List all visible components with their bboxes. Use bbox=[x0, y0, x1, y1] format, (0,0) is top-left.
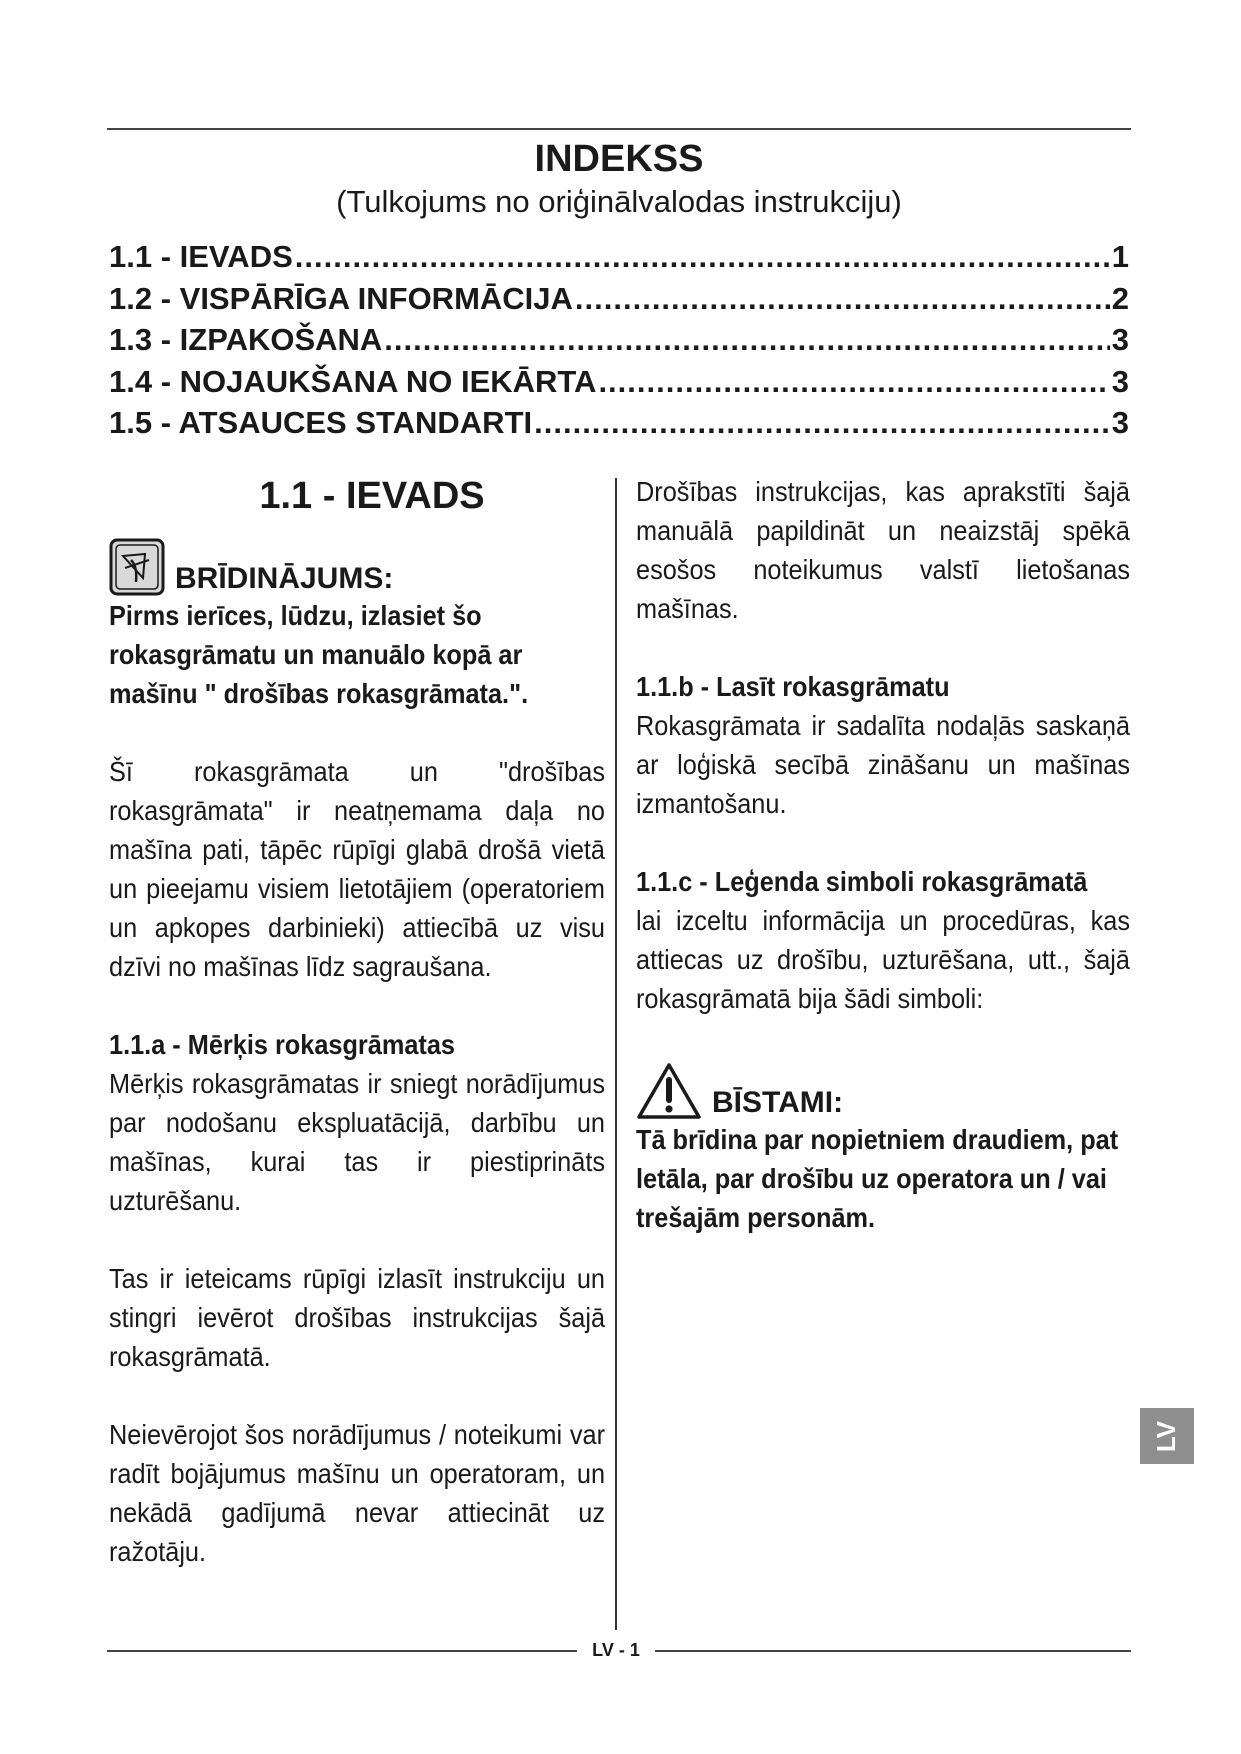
manual-warning-icon bbox=[109, 538, 165, 596]
liability-paragraph: Neievērojot šos norādījumus / noteikumi var radīt bojājumus mašīnu un operatoram, un nekādā gadījumā nevar attiecināt uz ražotāju. bbox=[109, 1419, 606, 1567]
warning-label: BRĪDINĀJUMS: bbox=[175, 562, 394, 595]
column-divider bbox=[615, 478, 617, 1630]
toc-entry-page: 1 bbox=[1111, 239, 1129, 274]
subsection-heading-b: 1.1.b - Lasīt rokasgrāmatu bbox=[636, 671, 950, 702]
toc-entry-page: 3 bbox=[1111, 322, 1129, 357]
left-column bbox=[109, 470, 605, 1571]
page-number: LV - 1 bbox=[592, 1640, 640, 1660]
toc-entry[interactable] bbox=[109, 278, 1129, 320]
toc-entry-label: 1.1 - IEVADS bbox=[109, 239, 293, 274]
toc-entry[interactable] bbox=[109, 361, 1129, 403]
subsection-text-b: Rokasgrāmata ir sadalīta nodaļās saskaņā ar loģiskā secībā zināšanu un mašīnas izmantošanu. bbox=[636, 710, 1131, 819]
toc-entry-page: 2 bbox=[1111, 280, 1129, 316]
subsection-heading-a: 1.1.a - Mērķis rokasgrāmatas bbox=[109, 1029, 455, 1060]
subsection-text-a: Mērķis rokasgrāmatas ir sniegt norādījumus par nodošanu ekspluatācijā, darbību un mašīnas, kurai tas ir piestiprināts uzturēšanu. bbox=[109, 1068, 606, 1216]
toc-entry-label: 1.5 - ATSAUCES STANDARTI bbox=[109, 405, 533, 440]
toc-entry-page: 3 bbox=[1111, 363, 1129, 399]
page-subtitle: (Tulkojums no oriģinālvalodas instrukciju) bbox=[336, 184, 902, 219]
subsection-heading-c: 1.1.c - Leģenda simboli rokasgrāmatā bbox=[636, 866, 1088, 897]
header-rule bbox=[107, 128, 1131, 130]
footer-rule-right bbox=[655, 1650, 1131, 1652]
right-column bbox=[636, 472, 1130, 1237]
toc-leader-dots bbox=[534, 402, 1110, 444]
toc-leader-dots bbox=[384, 319, 1109, 361]
toc-entry[interactable] bbox=[109, 402, 1129, 444]
warning-text: Pirms ierīces, lūdzu, izlasiet šo rokasgrāmatu un manuālo kopā ar mašīnu " drošības rokasgrāmata.". bbox=[109, 600, 529, 709]
toc-leader-dots bbox=[295, 236, 1110, 278]
danger-label: BĪSTAMI: bbox=[712, 1086, 844, 1119]
language-tab bbox=[1140, 1408, 1194, 1464]
toc-entry-label: 1.2 - VISPĀRĪGA INFORMĀCIJA bbox=[109, 280, 573, 316]
footer-rule-left bbox=[107, 1650, 577, 1652]
toc-entry-label: 1.3 - IZPAKOŠANA bbox=[109, 322, 383, 357]
page-title: INDEKSS bbox=[534, 138, 704, 180]
toc-leader-dots bbox=[575, 278, 1110, 320]
toc-leader-dots bbox=[598, 361, 1109, 403]
safety-paragraph: Drošības instrukcijas, kas aprakstīti šajā manuālā papildināt un neaizstāj spēkā esošos noteikumus valstī lietošanas mašīnas. bbox=[636, 476, 1131, 624]
toc-entry-page: 3 bbox=[1111, 405, 1129, 440]
language-tab-label: LV bbox=[1151, 1420, 1182, 1452]
toc-entry[interactable] bbox=[109, 236, 1129, 278]
toc-entry[interactable] bbox=[109, 319, 1129, 361]
danger-header bbox=[636, 1056, 1130, 1120]
toc-entry-label: 1.4 - NOJAUKŠANA NO IEKĀRTA bbox=[109, 363, 597, 399]
intro-paragraph: Šī rokasgrāmata un "drošības rokasgrāmata" ir neatņemama daļa no mašīna pati, tāpēc rūpīgi glabā drošā vietā un pieejamu visiem lietotājiem (operatoriem un apkopes darbinieki) attiecībā uz visu dzīvi no mašīnas līdz sagraušana. bbox=[109, 756, 606, 982]
danger-text: Tā brīdina par nopietniem draudiem, pat letāla, par drošību uz operatora un / vai trešajām personām. bbox=[636, 1124, 1119, 1233]
subsection-text-c: lai izceltu informācija un procedūras, kas attiecas uz drošību, uzturēšana, utt., šajā rokasgrāmatā bija šādi simboli: bbox=[636, 905, 1131, 1014]
section-heading: 1.1 - IEVADS bbox=[259, 475, 485, 517]
advice-paragraph: Tas ir ieteicams rūpīgi izlasīt instrukciju un stingri ievērot drošības instrukcijas šajā rokasgrāmatā. bbox=[109, 1263, 606, 1372]
danger-triangle-icon bbox=[636, 1062, 702, 1120]
table-of-contents bbox=[109, 236, 1129, 444]
warning-header bbox=[109, 532, 605, 596]
